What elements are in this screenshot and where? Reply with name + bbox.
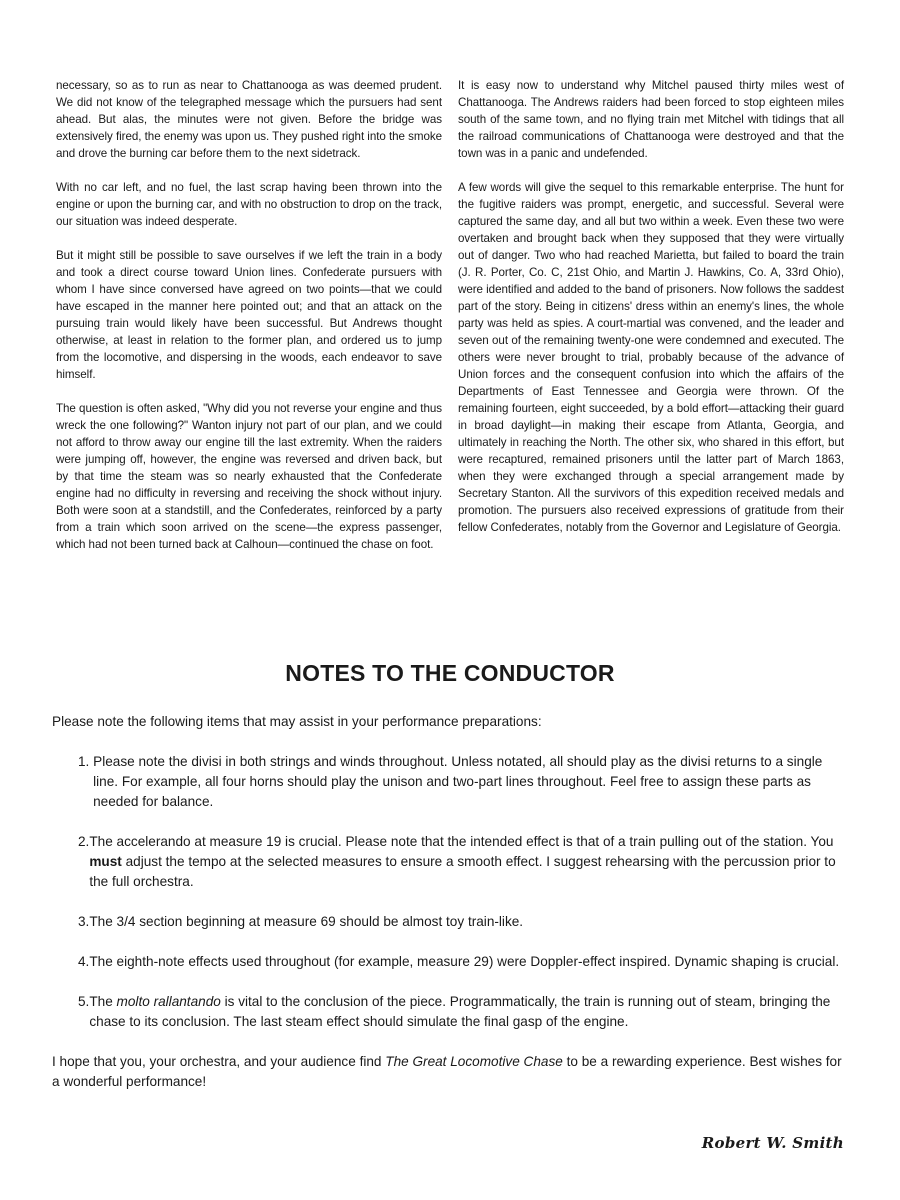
right-column: [458, 77, 844, 570]
note-number: 3.: [78, 914, 90, 929]
note-item: [52, 912, 846, 932]
closing-paragraph: [52, 1052, 846, 1092]
note-text-part: adjust the tempo at the selected measures to ensure a smooth effect. I suggest rehearsing with the percussion prior to the full orchestra.: [89, 854, 836, 889]
notes-list: [52, 752, 846, 1032]
note-number: 4.: [78, 954, 90, 969]
note-item: [52, 952, 846, 972]
note-emphasis: must: [89, 854, 122, 869]
work-title: The Great Locomotive Chase: [385, 1054, 563, 1069]
note-number: 2.: [78, 834, 90, 849]
article-paragraph: A few words will give the sequel to this remarkable enterprise. The hunt for the fugitive raiders was prompt, energetic, and successful. Several were captured the same day, and all but two within a week. Even these two were overtaken and brought back when they supposed that they were virtually out of danger. Two who had reached Marietta, but failed to board the train (J. R. Porter, Co. C, 21st Ohio, and Martin J. Hawkins, Co. A, 33rd Ohio), were identified and added to the band of prisoners. Now follows the saddest part of the story. Being in citizens' dress within an enemy's lines, the whole party was held as spies. A court-martial was convened, and the leader and seven out of the remaining twenty-one were condemned and executed. The others were never brought to trial, probably because of the advance of Union forces and the consequent confusion into which the affairs of the Departments of East Tennessee and Georgia were thrown. Of the remaining fourteen, eight succeeded, by a bold effort—attacking their guard in broad daylight—in making their escape from Atlanta, Georgia, and ultimately in reaching the North. The other six, who shared in this effort, but were recaptured, remained prisoners until the latter part of March 1863, when they were exchanged through a special arrangement made by Secretary Stanton. All the survivors of this expedition received medals and promotion. The pursuers also received expressions of gratitude from their fellow Confederates, notably from the Governor and Legislature of Georgia.: [458, 181, 844, 534]
note-item: [52, 752, 846, 812]
note-item: [52, 832, 846, 892]
note-number: 1.: [78, 754, 94, 769]
signature: Robert W. Smith: [701, 1134, 844, 1152]
article-paragraph: The question is often asked, "Why did you not reverse your engine and thus wreck the one following?" Wanton injury not part of our plan, and we could not afford to throw away our engine till the last extremity. When the raiders were jumping off, however, the engine was reversed and driven back, but by that time the steam was so nearly exhausted that the Confederate engine had no difficulty in reversing and receiving the shock without injury. Both were soon at a standstill, and the Confederates, reinforced by a party from a train which soon arrived on the scene—the express passenger, which had not been turned back at Calhoun—continued the chase on foot.: [56, 402, 442, 551]
article-columns: [56, 77, 844, 570]
notes-section: [52, 712, 846, 1092]
article-paragraph: necessary, so as to run as near to Chattanooga as was deemed prudent. We did not know of the telegraphed message which the pursuers had sent ahead. But alas, the minutes were not given. Before the bridge was extensively fired, the enemy was upon us. They pushed right into the smoke and drove the burning car before them to the next sidetrack.: [56, 79, 442, 160]
note-number: 5.: [78, 994, 90, 1009]
note-text: [89, 832, 846, 892]
note-text-part: is vital to the conclusion of the piece. Programmatically, the train is running out of steam, bringing the chase to its conclusion. The last steam effect should simulate the final gasp of the engine.: [89, 994, 831, 1029]
article-paragraph: It is easy now to understand why Mitchel paused thirty miles west of Chattanooga. The Andrews raiders had been forced to stop eighteen miles south of the same town, and no flying train met Mitchel with tidings that all the railroad communications of Chattanooga were destroyed and that the town was in a panic and undefended.: [458, 79, 844, 160]
note-text: [89, 992, 846, 1032]
note-text: Please note the divisi in both strings and winds throughout. Unless notated, all should play as the divisi returns to a single line. For example, all four horns should play the unison and two-part lines throughout. Feel free to assign these parts as needed for balance.: [93, 754, 823, 809]
notes-intro: Please note the following items that may assist in your performance preparations:: [52, 714, 542, 729]
note-text-part: The accelerando at measure 19 is crucial. Please note that the intended effect is that of a train pulling out of the station. You: [89, 834, 834, 849]
note-emphasis: molto rallantando: [116, 994, 221, 1009]
left-column: [56, 77, 442, 570]
notes-title: NOTES TO THE CONDUCTOR: [285, 660, 615, 686]
note-item: [52, 992, 846, 1032]
closing-text: I hope that you, your orchestra, and your audience find: [52, 1054, 386, 1069]
closing-text: to be a rewarding experience. Best wishes for a wonderful performance!: [52, 1054, 842, 1089]
note-text: The 3/4 section beginning at measure 69 should be almost toy train-like.: [89, 914, 524, 929]
article-paragraph: With no car left, and no fuel, the last scrap having been thrown into the engine or upon the burning car, and with no obstruction to drop on the track, our situation was indeed desperate.: [56, 181, 442, 228]
note-text: The eighth-note effects used throughout (for example, measure 29) were Doppler-effect inspired. Dynamic shaping is crucial.: [89, 954, 840, 969]
article-paragraph: But it might still be possible to save ourselves if we left the train in a body and took a direct course toward Union lines. Confederate pursuers with whom I have since conversed have agreed on two points—that we could have escaped in the manner here pointed out; and that an attack on the pursuing train would likely have been successful. But Andrews thought otherwise, at least in relation to the former plan, and ordered us to jump from the locomotive, and dispersing in the woods, each endeavor to save himself.: [56, 249, 442, 381]
note-text-part: The: [89, 994, 117, 1009]
